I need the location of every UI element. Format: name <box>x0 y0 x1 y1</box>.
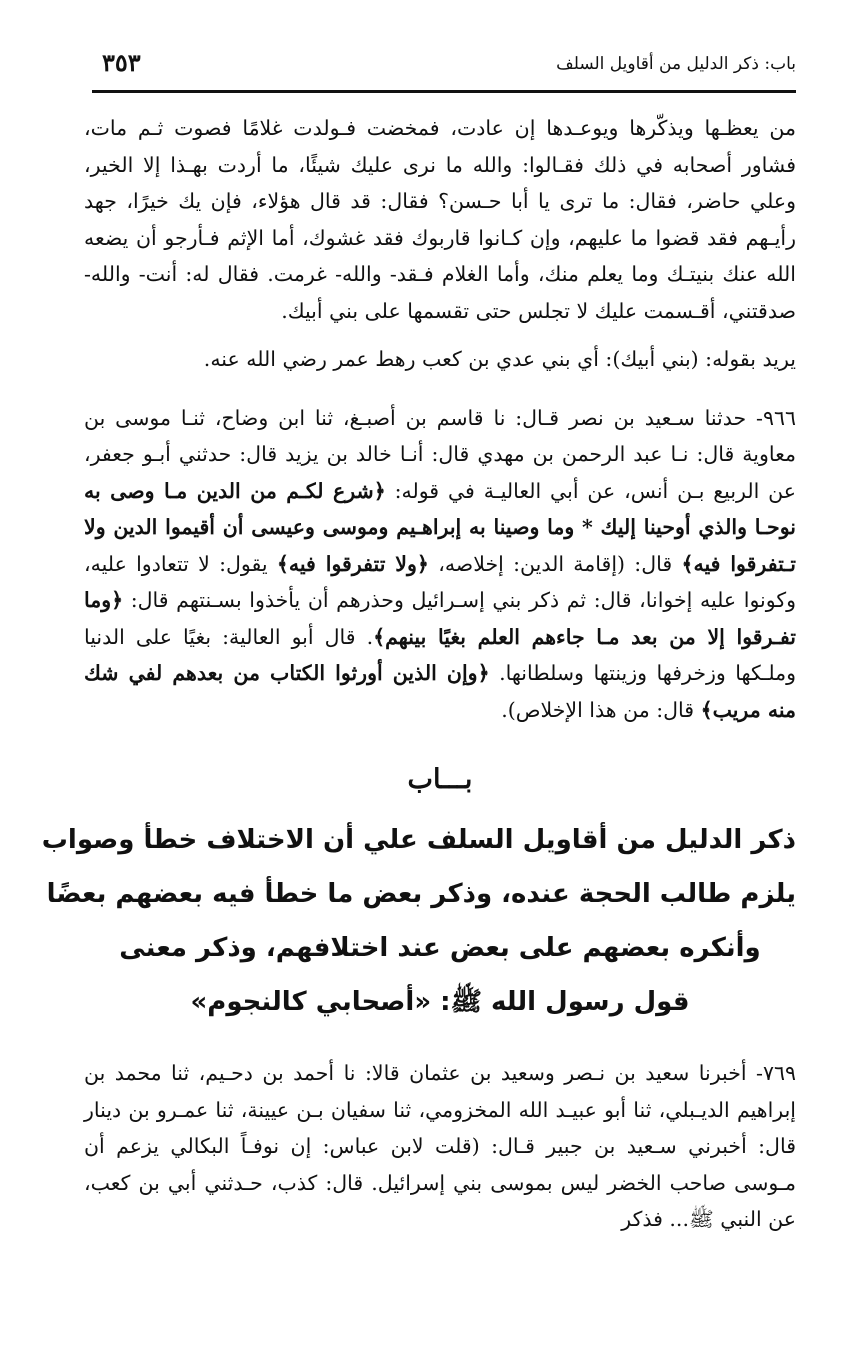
page-content <box>41 110 796 1238</box>
hadith-966-text-5: قال: من هذا الإخلاص). <box>501 697 701 722</box>
paragraph-explanation: يريد بقوله: (بني أبيك): أي بني عدي بن كعب رهط عمر رضي الله عنه. <box>203 347 796 371</box>
page-number: ٣٥٣ <box>102 48 141 77</box>
hadith-966-text-4: . قال أبو العالية: بغيًا على الدنيا وملـكها وزخرفها وزينتها وسلطانها. <box>84 624 796 685</box>
quran-quote-3: ﴿وما تفـرقوا إلا من بعد مـا جاءهم العلم بغيًا بينهم﴾ <box>84 588 796 649</box>
running-title: باب: ذكر الدليل من أقاويل السلف <box>556 54 796 74</box>
paragraph-narration-end: من يعظـها ويذكّرها ويوعـدها إن عادت، فمخضت فـولدت غلامًا فصوت ثـم مات، فشاور أصحابه في ذلك فقـالوا: والله ما نرى عليك شيئًا، ما أردت بهـذا إلا الخير، وعلي حاضر، فقال: ما ترى يا أبا حـسن؟ فقال: قد قال هؤلاء، فإن يك خيرًا، جهد رأيـهم فقد قضوا ما عليهم، وإن كـانوا قاربوك فقد غشوك، أما الإثم فـأرجو أن يضعه الله عنك بنيتـك وما يعلم منك، وأما الغلام فـقد- والله- غرمت. فقال له: أنت- والله- صدقتني، أقـسمت عليك لا تجلس حتى تقسمها على بني أبيك. <box>84 116 796 323</box>
section-title: بـــاب <box>407 764 473 795</box>
quran-quote-1: ﴿شرع لكـم من الدين مـا وصى به نوحـا والذي أوحينا إليك * وما وصينا به إبراهـيم وموسى وعيسى أن أقيموا الدين ولا تـتفرقوا فيه﴾ <box>84 478 796 576</box>
hadith-966-text-3: يقول: لا تتعادوا عليه، وكونوا عليه إخوانا، قال: ثم ذكر بني إسـرائيل وحذرهم أن يأخذوا بسـنتهم قال: <box>84 551 796 612</box>
hadith-966-text-2: قال: (إقامة الدين: إخلاصه، <box>428 551 682 576</box>
chapter-heading <box>41 813 796 1029</box>
paragraph-hadith-966 <box>84 400 796 729</box>
quran-quote-4: ﴿وإن الذين أورثوا الكتاب من بعدهم لفي شك منه مريب﴾ <box>84 661 796 722</box>
chapter-heading-line: قول رسول الله ﷺ: «أصحابي كالنجوم» <box>190 987 690 1017</box>
paragraph-hadith-769: ٧٦٩- أخبرنا سعيد بن نـصر وسعيد بن عثمان قالا: نا أحمد بن دحـيم، ثنا محمد بن إبراهيم الديـبلي، ثنا أبو عبيـد الله المخزومي، ثنا سفيان بـن عيينة، ثنا عمـرو بن دينار قال: أخبرني سـعيد بن جبير قـال: (قلت لابن عباس: إن نوفـاً البكالي يزعم أن مـوسى صاحب الخضر ليس بموسى بني إسرائيل. قال: كذب، حـدثني أبي بن كعب، عن النبي ﷺ... فذكر <box>84 1061 796 1231</box>
quran-quote-2: ﴿ولا تتفرقوا فيه﴾ <box>276 551 429 576</box>
chapter-heading-line: وأنكره بعضهم على بعض عند اختلافهم، وذكر معنى <box>119 933 761 963</box>
page-header <box>92 40 796 93</box>
chapter-heading-line: يلزم طالب الحجة عنده، وذكر بعض ما خطأ فيه بعضهم بعضًا <box>46 879 796 909</box>
chapter-heading-line: ذكر الدليل من أقاويل السلف علي أن الاختلاف خطأ وصواب <box>41 825 796 855</box>
hadith-966-text-1: ٩٦٦- حدثنا سـعيد بن نصر قـال: نا قاسم بن أصبـغ، ثنا ابن وضاح، ثنـا موسى بن معاوية قال: نـا عبد الرحمن بن مهدي قال: أنـا خالد بن يزيد قال: حدثني أبـو جعفر، عن الربيع بـن أنس، عن أبي العاليـة في قوله: <box>84 405 796 503</box>
